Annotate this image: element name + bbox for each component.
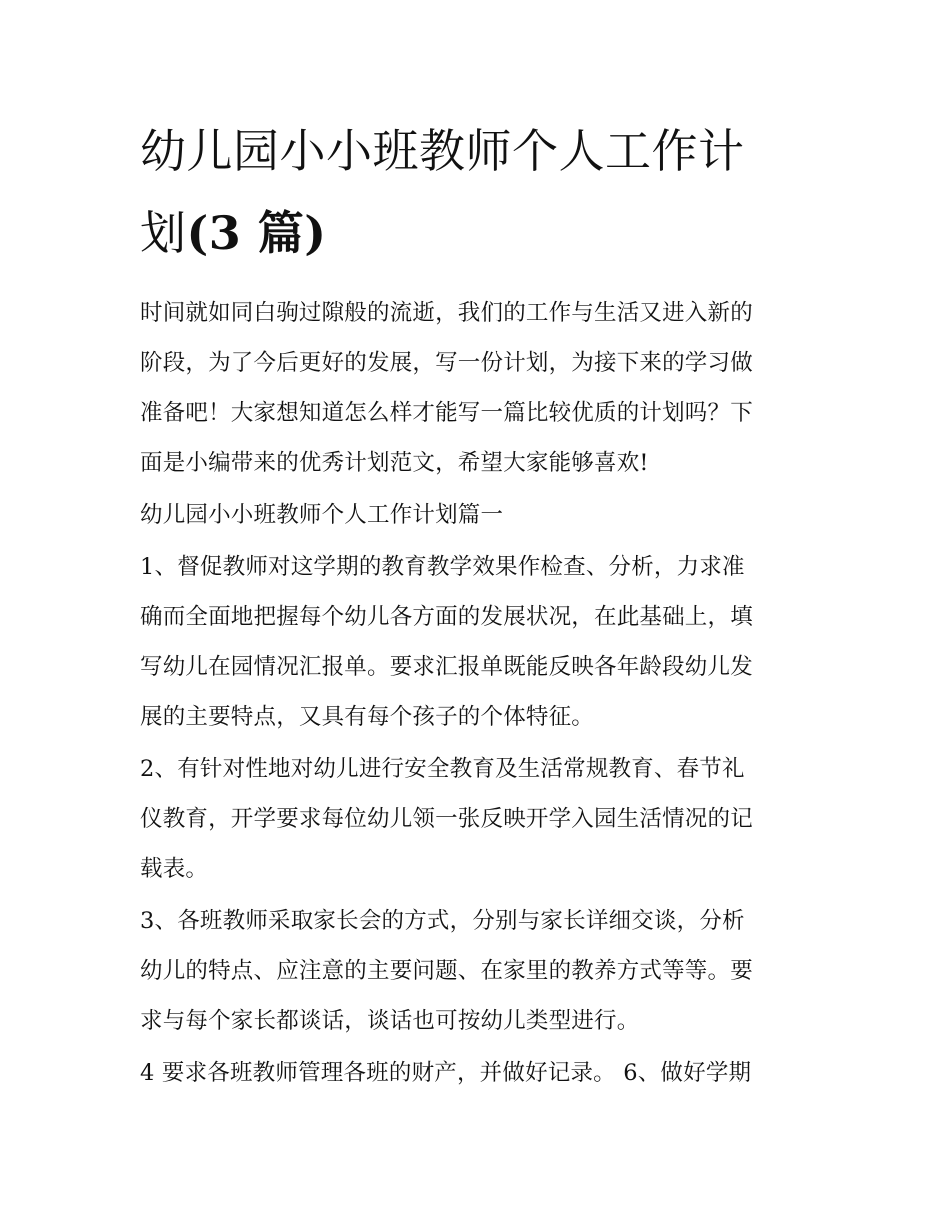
document-title	[140, 110, 812, 274]
section-heading: 幼儿园小小班教师个人工作计划篇一	[140, 502, 504, 528]
list-item-2: 2、有针对性地对幼儿进行安全教育及生活常规教育、春节礼 仪教育，开学要求每位幼儿领一张反映开学入园生活情况的记 载表。	[140, 756, 753, 882]
list-item-3: 3、各班教师采取家长会的方式，分别与家长详细交谈，分析 幼儿的特点、应注意的主要问题、在家里的教养方式等等。要 求与每个家长都谈话，谈话也可按幼儿类型进行。	[140, 908, 753, 1034]
list-item-4: 4 要求各班教师管理各班的财产，并做好记录。 6、做好学期	[140, 1060, 752, 1086]
document-title-text: 幼儿园小小班教师个人工作计 划	[140, 124, 745, 260]
document-body	[140, 288, 812, 1098]
intro-paragraph: 时间就如同白驹过隙般的流逝，我们的工作与生活又进入新的 阶段，为了今后更好的发展，写一份计划，为接下来的学习做 准备吧！大家想知道怎么样才能写一篇比较优质的计划吗？下 面是小编带来的优秀计划范文，希望大家能够喜欢!	[140, 300, 753, 476]
document-page	[140, 110, 812, 1100]
list-item-1: 1、督促教师对这学期的教育教学效果作检查、分析，力求准 确而全面地把握每个幼儿各方面的发展状况，在此基础上，填 写幼儿在园情况汇报单。要求汇报单既能反映各年龄段幼儿发 展的主要特点，又具有每个孩子的个体特征。	[140, 554, 753, 730]
document-title-suffix: (3 篇)	[186, 206, 327, 260]
